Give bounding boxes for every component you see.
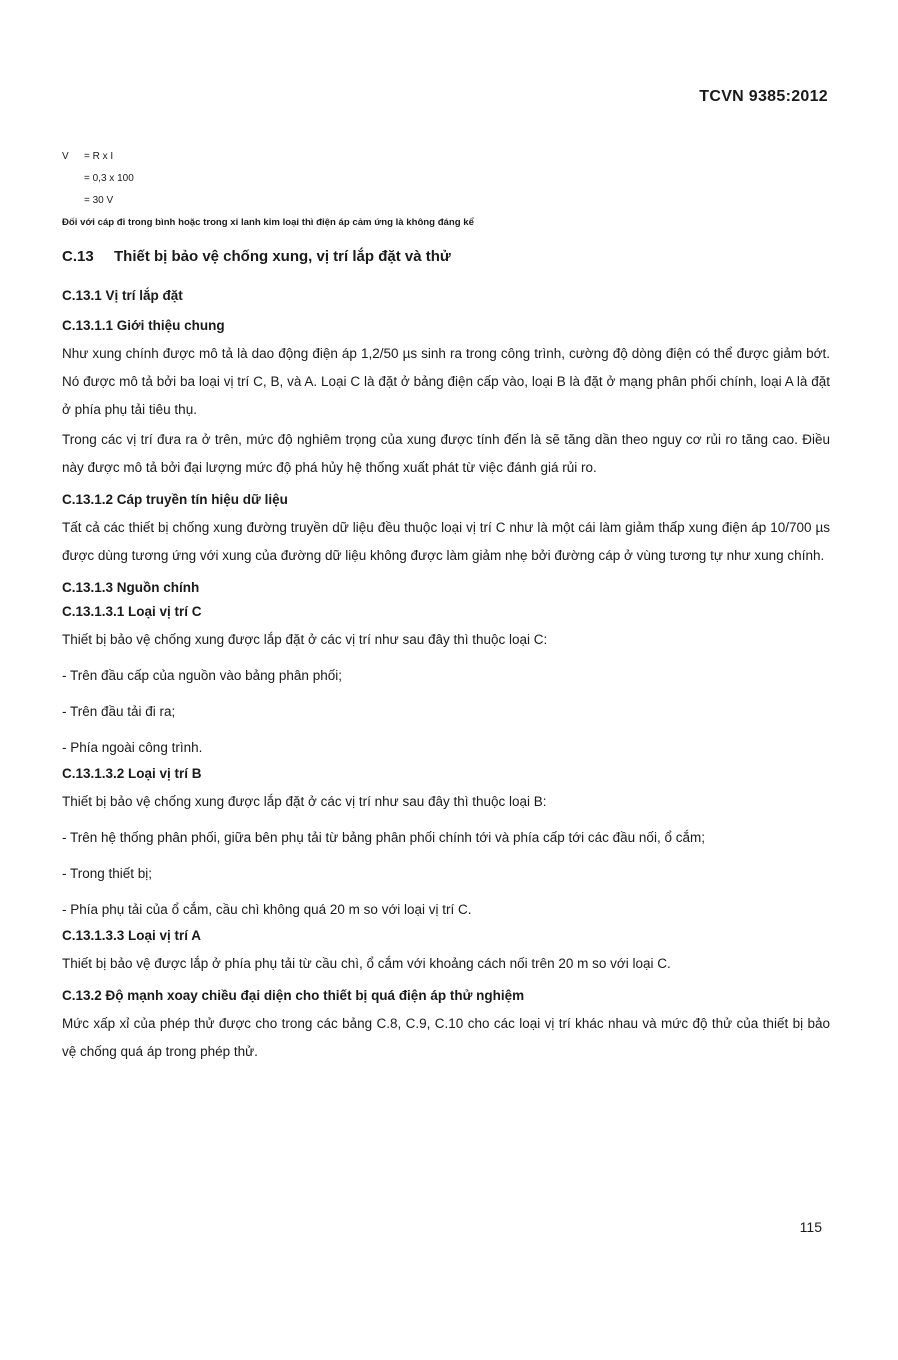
section-heading-c13131: C.13.1.3.1 Loại vị trí C bbox=[62, 604, 202, 619]
paragraph: Như xung chính được mô tả là dao động điện áp 1,2/50 µs sinh ra trong công trình, cường độ dòng điện có thể được giảm bớt. Nó được mô tả bởi ba loại vị trí C, B, và A. Loại C là đặt ở bảng điện cấp vào, loại B là đặt ở mạng phân phối chính, loại A là đặt ở phía phụ tải tiêu thụ. bbox=[62, 346, 830, 417]
section-heading-c1313: C.13.1.3 Nguồn chính bbox=[62, 580, 200, 595]
formula-expression: = R x I bbox=[84, 151, 114, 162]
section-heading-c13 bbox=[62, 246, 830, 268]
paragraph: Thiết bị bảo vệ được lắp ở phía phụ tải từ cầu chì, ổ cắm với khoảng cách nối trên 20 m so với loại C. bbox=[62, 956, 671, 971]
section-heading-c13132: C.13.1.3.2 Loại vị trí B bbox=[62, 766, 202, 781]
section-heading-c1311: C.13.1.1 Giới thiệu chung bbox=[62, 318, 225, 333]
paragraph: Trong các vị trí đưa ra ở trên, mức độ nghiêm trọng của xung được tính đến là sẽ tăng dần theo nguy cơ rủi ro tăng cao. Điều này được mô tả bởi đại lượng mức độ phá hủy hệ thống xuất phát từ việc đánh giá rủi ro. bbox=[62, 432, 830, 475]
formula-note: Đối với cáp đi trong bình hoặc trong xi lanh kim loại thì điện áp cảm ứng là không đáng kể bbox=[62, 217, 474, 228]
formula-line-1 bbox=[62, 146, 134, 168]
formula-block bbox=[62, 146, 134, 212]
paragraph: Tất cả các thiết bị chống xung đường truyền dữ liệu đều thuộc loại vị trí C như là một cái làm giảm thấp xung điện áp 10/700 µs được dùng tương ứng với xung của đường dữ liệu không được làm giảm nhẹ bởi đường cáp ở vùng tương tự như xung chính. bbox=[62, 520, 830, 563]
paragraph: Thiết bị bảo vệ chống xung được lắp đặt ở các vị trí như sau đây thì thuộc loại B: bbox=[62, 794, 547, 809]
list-item: - Trên hệ thống phân phối, giữa bên phụ tải từ bảng phân phối chính tới và phía cấp tới các đầu nối, ổ cắm; bbox=[62, 830, 705, 845]
list-item: - Phía phụ tải của ổ cắm, cầu chì không quá 20 m so với loại vị trí C. bbox=[62, 902, 472, 917]
section-heading-c132: C.13.2 Độ mạnh xoay chiều đại diện cho thiết bị quá điện áp thử nghiệm bbox=[62, 988, 525, 1003]
formula-line-3 bbox=[62, 190, 134, 212]
formula-expression: = 30 V bbox=[84, 195, 114, 206]
page-number: 115 bbox=[799, 1219, 822, 1235]
formula-line-2 bbox=[62, 168, 134, 190]
list-item: - Trên đầu cấp của nguồn vào bảng phân phối; bbox=[62, 668, 342, 683]
list-item: - Trong thiết bị; bbox=[62, 866, 153, 881]
standard-code: TCVN 9385:2012 bbox=[699, 88, 828, 105]
paragraph: Thiết bị bảo vệ chống xung được lắp đặt ở các vị trí như sau đây thì thuộc loại C: bbox=[62, 632, 548, 647]
formula-variable: V bbox=[62, 151, 69, 162]
list-item: - Phía ngoài công trình. bbox=[62, 740, 203, 755]
section-heading-c131: C.13.1 Vị trí lắp đặt bbox=[62, 288, 183, 303]
paragraph: Mức xấp xỉ của phép thử được cho trong các bảng C.8, C.9, C.10 cho các loại vị trí khác nhau và mức độ thử của thiết bị bảo vệ chống quá áp trong phép thử. bbox=[62, 1016, 830, 1059]
main-content bbox=[62, 246, 830, 1068]
section-number: C.13 bbox=[62, 248, 94, 265]
section-heading-c1312: C.13.1.2 Cáp truyền tín hiệu dữ liệu bbox=[62, 492, 288, 507]
section-heading-c13133: C.13.1.3.3 Loại vị trí A bbox=[62, 928, 202, 943]
list-item: - Trên đầu tải đi ra; bbox=[62, 704, 176, 719]
section-title: Thiết bị bảo vệ chống xung, vị trí lắp đặt và thử bbox=[114, 248, 451, 265]
formula-expression: = 0,3 x 100 bbox=[84, 173, 134, 184]
